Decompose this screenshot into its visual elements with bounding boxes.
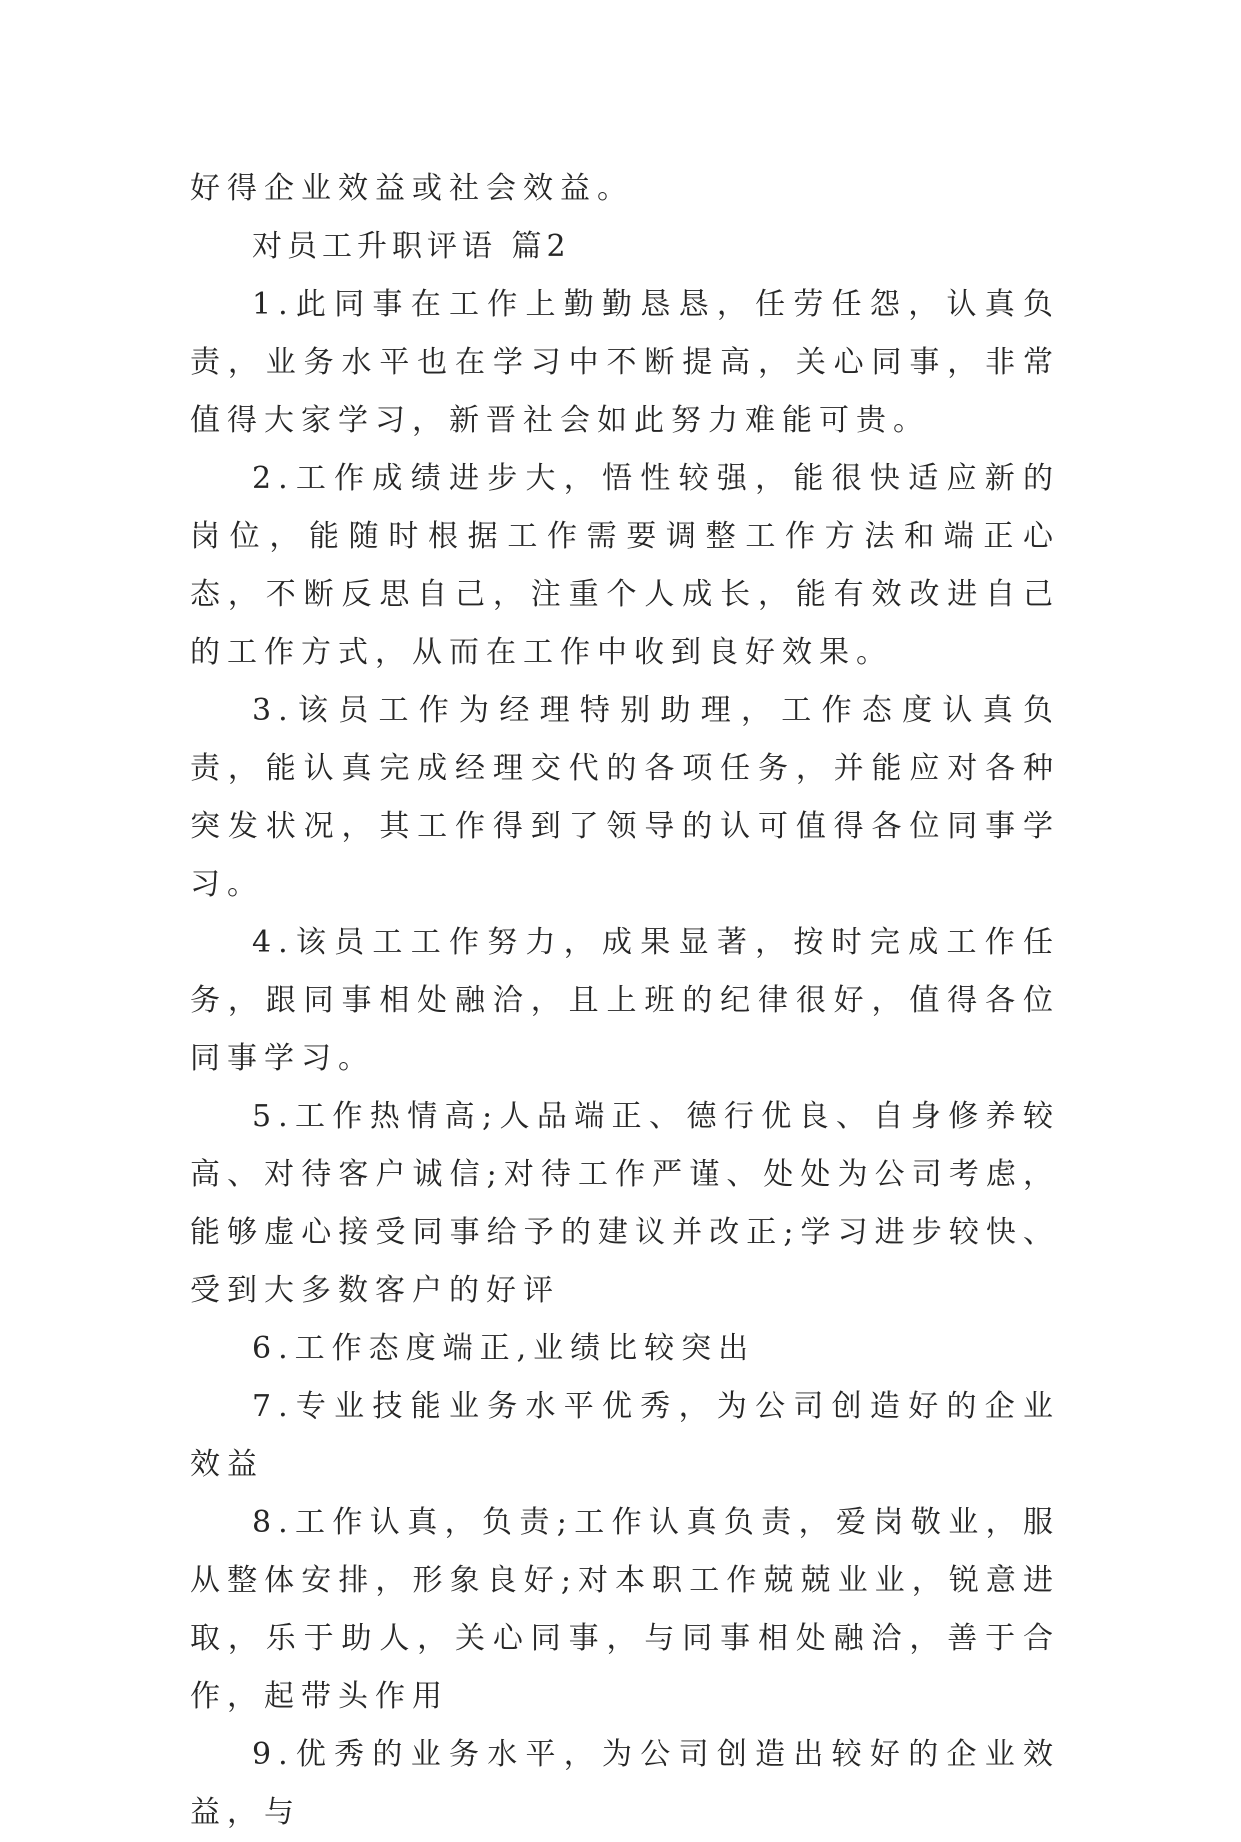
list-item-1: 1.此同事在工作上勤勤恳恳，任劳任怨，认真负责，业务水平也在学习中不断提高，关心同事，非常值得大家学习，新晋社会如此努力难能可贵。 [190,287,1060,438]
list-item-8: 8.工作认真，负责;工作认真负责，爱岗敬业，服从整体安排，形象良好;对本职工作兢兢业业，锐意进取，乐于助人，关心同事，与同事相处融洽，善于合作，起带头作用 [190,1505,1060,1714]
list-item-6: 6.工作态度端正,业绩比较突出 [252,1331,756,1366]
list-item-9: 9.优秀的业务水平，为公司创造出较好的企业效益，与 [190,1737,1060,1830]
list-item-3: 3.该员工作为经理特别助理，工作态度认真负责，能认真完成经理交代的各项任务，并能应对各种突发状况，其工作得到了领导的认可值得各位同事学习。 [190,693,1060,902]
section-heading: 对员工升职评语 篇2 [252,229,571,264]
document-body [190,160,1060,1842]
paragraph-continuation: 好得企业效益或社会效益。 [190,171,634,206]
list-item-2: 2.工作成绩进步大，悟性较强，能很快适应新的岗位，能随时根据工作需要调整工作方法和端正心态，不断反思自己，注重个人成长，能有效改进自己的工作方式，从而在工作中收到良好效果。 [190,461,1060,670]
list-item-5: 5.工作热情高;人品端正、德行优良、自身修养较高、对待客户诚信;对待工作严谨、处处为公司考虑，能够虚心接受同事给予的建议并改正;学习进步较快、受到大多数客户的好评 [190,1099,1060,1308]
list-item-4: 4.该员工工作努力，成果显著，按时完成工作任务，跟同事相处融洽，且上班的纪律很好，值得各位同事学习。 [190,925,1060,1076]
list-item-7: 7.专业技能业务水平优秀，为公司创造好的企业效益 [190,1389,1060,1482]
